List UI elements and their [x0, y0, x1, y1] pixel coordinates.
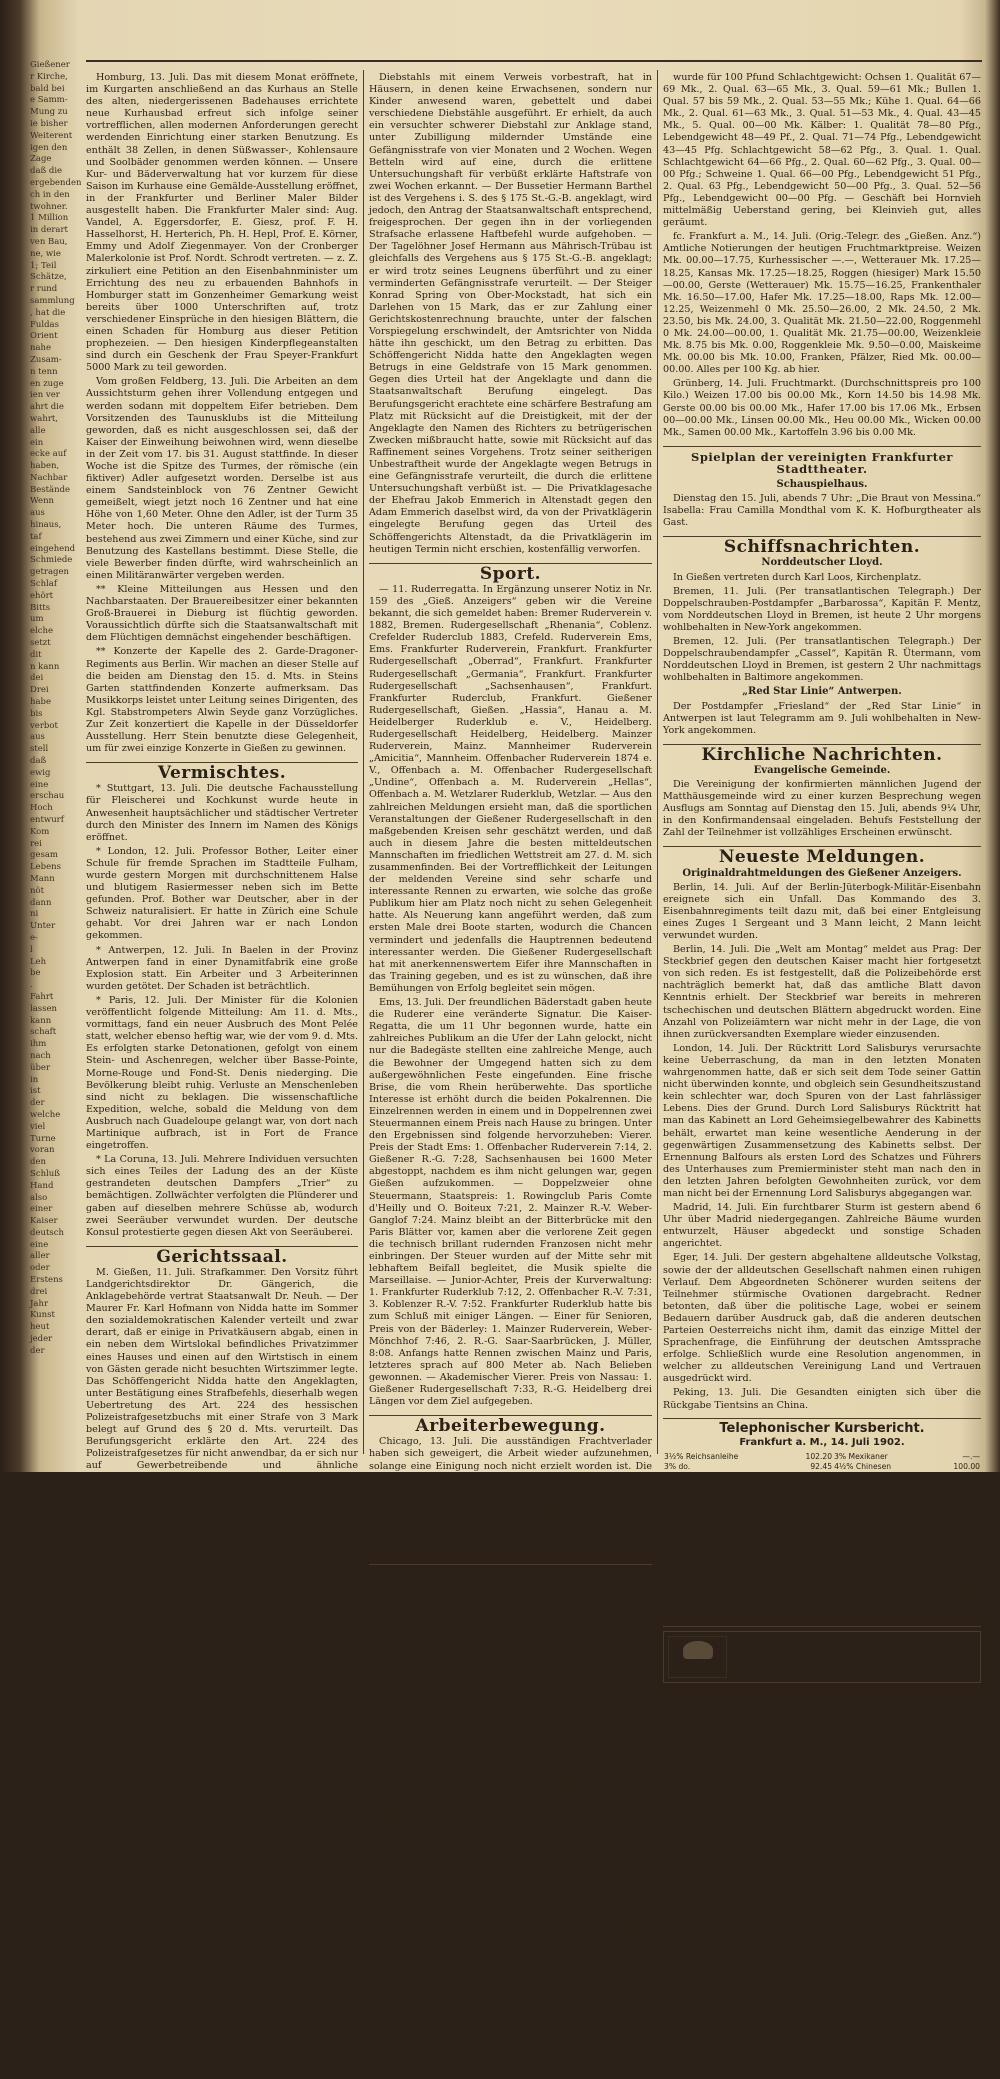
gutter-fragment: Jahr [30, 1298, 49, 1309]
kurs-security: 4% Ungar. Goldrente [664, 1531, 744, 1541]
section-heading-gerichtssaal: Gerichtssaal. [86, 1246, 358, 1263]
article-antwerpen: * Antwerpen, 12. Juli. In Baelen in der Provinz Antwerpen fand in einer Dynamitfabrik eine große Explosion statt. Ein Arbeiter und 3 Arbeiterinnen wurden getötet. Der Schaden ist beträchtlich. [86, 944, 358, 992]
article-berlin-steckbrief: Berlin, 14. Juli. Die „Welt am Montag“ meldet aus Prag: Der Steckbrief gegen den deutschen Kaiser macht hier fortgesetzt von sich reden. Es ist festgestellt, daß die Polizeibehörde erst nachträglich bemerkt hat, daß das amtliche Blatt davon Kenntnis erhielt. Der Steckbrief war bereits in mehreren tschechischen und deutschen Blättern abgedruckt worden. Eine Anzahl von Polizeiämtern war nicht mehr in der Lage, die von ihnen zurückversandten Exemplare wieder einzusenden. [663, 944, 981, 1040]
article-elektrizitaetswerk: Das Rheinisch-Westfälische Elektrizitätswerk in Essen ging durch Aktientausch auf ein Konsortium zu bauendes Bahnnetz. Das Großhandelsaktien war seither bei dem Abschluß beteiligt. Das Geschäft in den Aktien war seither bei dem Abschluß beteiligt. Die Aktiengesellschaft für elektrische Unternehmungen in Frankfurt a. M. welche durch die Realisierung einen erheblichen Gewinn erzielt hat. [369, 1597, 652, 1694]
article-fruchtmarkt: fc. Frankfurt a. M., 14. Juli. (Orig.-Telegr. des „Gießen. Anz.“) Amtliche Notierungen der heutigen Fruchtmarktpreise. Weizen Mk. 00.00—17.75, Kurhessischer —.—, Wetterauer Mk. 17.25—18.25, Kansas Mk. 17.25—18.25, Roggen (hiesiger) Mark 15.50—00.00, Gerste (Wetterauer) Mk. 15.75—16.25, Frankenthaler Mk. 16.50—17.00, Hafer Mk. 17.25—18.00, Raps Mk. 12.00—12.25, Weizenmehl 0 Mk. 25.50—26.00, 2 Mk. 24.50, 2 Mk. 23.50, bis Mk. 24.00, 3. Qualität Mk. 21.50—22.00, Roggenmehl 0 Mk. 24.00—00.00, 1. Qualität Mk. 21.75—00.00, Weizenkleie Mk. 8.75 bis Mk. 0.00, Roggenkleie Mk. 9.50—0.00, Maiskeime Mk. 00.00 bis Mk. 10.00, Franken, Pfälzer, Ried Mk. 00.00—00.00. Alles per 100 Kg. ab hier. [663, 231, 981, 376]
subheading-drahtmeldungen: Originaldrahtmeldungen des Gießener Anzeigers. [682, 867, 962, 879]
gutter-fragment: daß [30, 756, 47, 767]
gutter-fragment: Orient [30, 331, 58, 342]
gutter-fragment: r rund [30, 284, 58, 295]
article-duesseldorf: Düsseldorf, 13. Juli. Die Versammlung des Stabeisenverbandes nahm von allen Revieren Kenntnis. Es wurde konstatiert, daß die Beschäftigung in sämtlichen Werken gut sei und die Nachfrage vom Auslande zugenommen habe. Der Versammlung beschloß, den Stabeisenpreis um eine Mark, also auf 115 Mark zu erhöhen. [369, 1758, 652, 1843]
gutter-fragment: nöt [30, 885, 45, 896]
kurs-price: 159.70 [953, 1531, 980, 1541]
kurs-price: 136.50 [953, 1511, 980, 1521]
kurs-price: 210.40 [953, 1491, 980, 1501]
article-kleine-mitteilungen: ** Kleine Mitteilungen aus Hessen und den Nachbarstaaten. Der Brauereibesitzer einer bekannten Groß-Brauerei in Dieburg ist flüchtig geworden. Voraussichtlich dürfte sich die Staatsanwaltschaft mit dem Flüchtigen demnächst eingehender beschäftigen. [86, 583, 358, 644]
ad-side-title: Sammte, Velvets. [907, 1632, 952, 1653]
article-lloyd-agent: In Gießen vertreten durch Karl Loos, Kirchenplatz. [673, 571, 922, 583]
gutter-fragment: Fahrt [30, 991, 54, 1002]
kurs-price: 203.50 [953, 1571, 980, 1581]
gutter-fragment: ein [30, 437, 44, 448]
gutter-fragment: stell [30, 744, 49, 755]
gutter-fragment: nach [30, 1050, 51, 1061]
ad-side-city: Krefeld. [907, 1670, 948, 1681]
kurs-security: 3% do. [664, 1461, 691, 1471]
kurs-security: 3½% Reichsanleihe [664, 1451, 739, 1461]
article-ruderregatta: — 11. Ruderregatta. In Ergänzung unserer Notiz in Nr. 159 des „Gieß. Anzeigers“ geben wir die Vereine bekannt, die sich gemeldet haben: Bremer Ruderverein v. 1882, Bremen. Rudergesellschaft „Rhenania“, Coblenz. Crefelder Ruderclub 1883, Crefeld. Ruderverein Ems, Ems. Frankfurter Ruderverein, Frankfurt. Frankfurter Rudergesellschaft „Oberrad“, Frankfurt. Frankfurter Rudergesellschaft „Germania“, Frankfurt. Frankfurter Rudergesellschaft „Sachsenhausen“, Frankfurt. Frankfurter Ruderclub, Frankfurt. Gießener Rudergesellschaft, Gießen. „Hassia“, Hanau a. M. Heidelberger Ruderklub e. V., Heidelberg. Rudergesellschaft Heidelberg, Heidelberg. Mainzer Ruderverein, Mainz. Mannheimer Ruderverein „Amicitia“, Mannheim. Offenbacher Ruderverein 1874 e. V., Offenbach a. M. Offenbacher Rudergesellschaft „Undine“, Offenbach a. M. Ruderverein „Hellas“, Offenbach a. M. Wetzlarer Ruderklub, Wetzlar. — Aus den zahlreichen Meldungen ersieht man, daß die sportlichen Veranstaltungen der Gießener Rudergesellschaft in den maßgebenden Kreisen sehr geschätzt werden, und daß auch in diesem Jahre die besten mitteldeutschen Mannschaften im friedlichen Wettstreit am 27. d. M. sich zusammenfinden. Bei der Vortrefflichkeit der Leitungen der meldenden Vereine sind sehr scharfe und interessante Rennen zu erwarten, wie solche das große Publikum hier am Platz noch nicht zu sehen Gelegenheit hatte. Als Neuerung kann angeführt werden, daß zum ersten Male drei Boote starten, wodurch die Chancen vermindert und jedenfalls die Hauptrennen bedeutend interessanter werden. Die Gießener Rudergesellschaft hat mit anerkennenswertem Eifer ihre Mannschaften in das Training gegeben, und es ist zu wünschen, daß ihre Bemühungen von Erfolg begleitet sein mögen. [369, 583, 652, 994]
kurs-security: Nordd. Lloyd [834, 1481, 883, 1491]
gutter-fragment: erschau [30, 791, 65, 802]
gutter-fragment: ne, wie [30, 248, 61, 259]
kurs-security: Türkenlose [664, 1581, 705, 1591]
article-konzerte: ** Konzerte der Kapelle des 2. Garde-Dragoner-Regiments aus Berlin. Wir machen an dieser Stelle auf die beiden am Dienstag den 15. d. Mts. in Steins Garten stattfindenden Konzerte aufmerksam. Das Musikkorps leistet unter Leitung seines Dirigenten, des Kgl. Stabstrompeters Alwin Seyde ganz Vorzügliches. Zur Zeit konzertiert die Kapelle in der Düsseldorfer Ausstellung. Herr Stein benutzte diese Gelegenheit, um für zwei einzige Konzerte in Gießen zu gewinnen. [86, 646, 358, 755]
article-barbarossa: Bremen, 11. Juli. (Per transatlantischen Telegraph.) Der Doppelschrauben-Postdampfer „Barbarossa“, Kapitän F. Mentz, vom Norddeutschen Lloyd in Bremen, ist heute 2 Uhr morgens wohlbehalten in New-York angekommen. [663, 585, 981, 633]
gutter-fragment: ien ver [30, 390, 60, 401]
gutter-fragment: Schlaf [30, 579, 57, 590]
kurs-price: 100.70 [953, 1471, 980, 1481]
gutter-fragment: verbot [30, 720, 58, 731]
gutter-fragment: Kunst [30, 1310, 55, 1321]
kurs-row [663, 1592, 981, 1602]
subheading-maerkte: Märkte. [488, 1968, 533, 1980]
kurs-row [663, 1542, 981, 1552]
kurs-price: —.— [962, 1451, 980, 1461]
gutter-fragment: alle [30, 425, 46, 436]
kurs-price: 27.30 [810, 1551, 833, 1561]
column-rule [657, 70, 658, 1454]
firm-logo [668, 1636, 727, 1678]
ad-maker: von Elten & Keussen, [745, 1662, 889, 1677]
gutter-fragment: Hand [30, 1180, 54, 1191]
gutter-fragment: ch in den [30, 189, 70, 200]
gutter-fragment: igen den [30, 142, 68, 153]
gutter-fragment: r Kirche, [30, 71, 68, 82]
gutter-fragment: haben, [30, 461, 60, 472]
kurs-row [663, 1582, 981, 1592]
gutter-fragment: Schätze, [30, 272, 67, 283]
adjacent-page-gutter [30, 60, 82, 1440]
kurs-row [663, 1452, 981, 1462]
kurs-security: 5% Russen 1880 [664, 1571, 728, 1581]
gutter-fragment: den [30, 1157, 46, 1168]
gutter-fragment: e- [30, 932, 38, 943]
kurs-price: 43.20 [810, 1591, 833, 1601]
gutter-fragment: jeder [30, 1334, 53, 1345]
gutter-fragment: eine [30, 779, 49, 790]
gutter-fragment: Zusam- [30, 354, 62, 365]
kurs-security: 3% Mexikaner [834, 1451, 888, 1461]
gutter-fragment: Schluß [30, 1168, 60, 1179]
kurs-security: 3½% Oberhessen [664, 1501, 732, 1511]
kurs-price [943, 1602, 981, 1612]
kurs-row [663, 1572, 981, 1582]
gutter-fragment: ahrt die [30, 402, 64, 413]
gutter-fragment: aus [30, 508, 45, 519]
kurs-row [663, 1492, 981, 1502]
gutter-fragment: Lebens [30, 862, 61, 873]
kurs-price: 189.60 [953, 1581, 980, 1591]
gutter-fragment: Bitts [30, 602, 51, 613]
kurs-row [663, 1532, 981, 1542]
kurs-security: Electric. Schuckert [834, 1471, 905, 1481]
kurs-row [663, 1522, 981, 1532]
kurs-security: 4% Griech. Monopol.-Anl. [664, 1591, 760, 1601]
article-spielplan: Dienstag den 15. Juli, abends 7 Uhr: „Die Braut von Messina.“ Isabella: Frau Camilla Mondthal vom K. K. Hofburgtheater als Gast. [663, 493, 981, 529]
kurs-security: Dresdener Bank [834, 1521, 896, 1531]
gutter-fragment: getragen [30, 567, 69, 578]
kurs-price: 100.00 [953, 1461, 980, 1471]
kurs-price: 169.50 [953, 1591, 980, 1601]
gutter-fragment: setzt [30, 638, 51, 649]
subheading-evangelische: Evangelische Gemeinde. [753, 764, 891, 776]
gutter-fragment: deutsch [30, 1227, 64, 1238]
subheading-schauspielhaus: Schauspielhaus. [776, 479, 868, 490]
gutter-fragment: oder [30, 1263, 50, 1274]
gutter-fragment: Leh [30, 956, 47, 967]
article-paris: * Paris, 12. Juli. Der Minister für die Kolonien veröffentlicht folgende Mitteilung: Am 11. d. Mts., vormittags, fand ein neuer Ausbruch des Mont Pelée statt, welcher ebenso heftig war, wie der vom 9. d. Mts. Es erfolgten starke Detonationen, gefolgt von einem Stein- und Aschenregen, welcher über Basse-Pointe, Morne-Rouge und Fond-St. Denis niederging. Die Bevölkerung bleibt ruhig. Verluste an Menschenleben sind nicht zu beklagen. Die wissenschaftliche Expedition, welche, sobald die Meldung von dem Ausbruch nach Guadeloupe gelangt war, von dort nach Martinique aufbrach, ist in Fort de France eingetroffen. [86, 994, 358, 1152]
kurs-price: 102.55 [805, 1531, 833, 1541]
kurs-security: Gotthardbahn [834, 1561, 887, 1571]
article-berlin-unfall: Berlin, 14. Juli. Auf der Berlin-Jüterbogk-Militär-Eisenbahn ereignete sich ein Unfall. Das Kommando des 3. Eisenbahnregiments teilt dazu mit, daß bei einer Entgleisung eines Zuges 1 Sergeant und 3 Mann leicht, 2 Mann leicht verwundet wurden. [663, 881, 981, 941]
gutter-fragment: kann [30, 1015, 52, 1026]
gutter-fragment: twohner. [30, 201, 68, 212]
gutter-fragment: Kaiser [30, 1216, 58, 1227]
gutter-fragment: heut [30, 1322, 50, 1333]
gutter-fragment: sammlung [30, 295, 75, 306]
gutter-fragment: n kann [30, 661, 60, 672]
kurs-price: 102.20 [805, 1471, 833, 1481]
kursbericht-tendenz: Tendenz: fest. [663, 1612, 981, 1627]
kurs-price: 100.40 [805, 1491, 833, 1501]
gutter-fragment: rei [30, 838, 42, 849]
gutter-fragment: ni [30, 909, 39, 920]
section-heading-neueste: Neueste Meldungen. [663, 846, 981, 863]
gutter-fragment: n tenn [30, 366, 58, 377]
gutter-fragment: also [30, 1192, 48, 1203]
kurs-price: 92.45 [810, 1461, 833, 1471]
gutter-fragment: eine [30, 1239, 49, 1250]
gutter-fragment: Fuldas [30, 319, 59, 330]
kurs-price: 17.40 [958, 1551, 980, 1561]
gutter-fragment: 1; Teil [30, 260, 57, 271]
kurs-price: 29.00 [810, 1561, 833, 1571]
article-accumulatorenwerke: Accumulatorenwerke System Pollak Frankfurt a. M. teilen mit, daß sie an eine Einstellung des Betriebes oder an Liquidation nicht im entferntesten denken. Die Geschäfte nehmen mit vollem Erfolge ihren weiteren Fortgang. [369, 1696, 652, 1756]
ad-brand: Seidenstoffe [727, 1635, 908, 1665]
article-feldberg: Vom großen Feldberg, 13. Juli. Die Arbeiten an dem Aussichtsturm gehen ihrer Vollendung entgegen und werden sodann mit doppeltem Eifer betrieben. Dem Vorsitzenden des Taunusklubs ist die Mitteilung geworden, daß es nicht ausgeschlossen sei, daß der Kaiser der Einweihung beiwohnen wird, wenn dieselbe in der Zeit vom 17. bis 31. August stattfinde. In dieser Woche ist die Spitze des Turmes, der römische (ein fiktiver) Adler aufgesetzt worden. Derselbe ist aus einem Sandsteinblock von 76 Zentner Gewicht gemeißelt, wiegt jetzt noch 16 Zentner und hat eine Höhe von 1,60 Meter. Ohne den Adler, ist der Turm 35 Meter hoch. Die unteren Räume des Turmes, bestehend aus zwei Zimmern und einer Küche, sind zur Benutzung des Kastellans bestimmt. Diese Stelle, die viele Bewerber finden dürfte, wird wahrscheinlich an einen Militäranwärter vergeben werden. [86, 376, 358, 581]
kursbericht-title: Telephonischer Kursbericht. [663, 1418, 981, 1435]
article-la-coruna: * La Coruna, 13. Juli. Mehrere Individuen versuchten sich eines Teiles der Ladung des an der Küste gestrandeten deutschen Dampfers „Trier“ zu bemächtigen. Zollwächter verfolgten die Plünderer und gaben auf dieselben mehrere Schüsse ab, wodurch zwei Seeräuber verwundet wurden. Der deutsche Konsul protestierte gegen diesen Akt von Seeräuberei. [86, 1154, 358, 1238]
section-heading-kirchliche: Kirchliche Nachrichten. [663, 744, 981, 761]
ad-main [727, 1635, 908, 1677]
gutter-fragment: Drei [30, 685, 49, 696]
newspaper-page [86, 60, 982, 2078]
gutter-fragment: Nachbar [30, 472, 68, 483]
gutter-fragment: dit [30, 649, 42, 660]
kurs-security: 4½% Chinesen [834, 1461, 892, 1471]
ad-side-text: Man verlange Muster. [907, 1652, 976, 1671]
kurs-row [663, 1462, 981, 1472]
column-2 [369, 72, 652, 2078]
gutter-fragment: ehört [30, 590, 54, 601]
gutter-fragment: einer [30, 1204, 53, 1215]
gutter-fragment: bis [30, 708, 43, 719]
kurs-security: Lombarden [834, 1551, 878, 1561]
article-gerichtssaal-cont: Diebstahls mit einem Verweis vorbestraft, hat in Häusern, in denen keine Erwachsenen, sondern nur Kinder anwesend waren, gebettelt und dabei verschiedene Diebstähle ausgeführt. Er erhielt, da auch ein versuchter schwerer Diebstahl zur Anklage stand, unter Zubilligung mildernder Umstände eine Gefängnisstrafe von vier Monaten und 2 Wochen. Wegen Betteln wird auf eine, durch die erlittene Untersuchungshaft für verbüßt erklärte Haftstrafe von zwei Wochen erkannt. — Der Bussetier Hermann Barthel ist des Vergehens i. S. des § 175 St.-G.-B. angeklagt, wird jedoch, den Antrag der Staatsanwaltschaft entsprechend, freigesprochen. Der gegen ihn in der vorliegenden Strafsache erlassene Haftbefehl wurde aufgehoben. — Der Tagelöhner Josef Hermann aus Mährisch-Trübau ist gleichfalls des Vergehens aus § 175 St.-G.-B. angeklagt; er wird trotz seines Leugnens überführt und zu einer verminderten Gefängnisstrafe verurteilt. — Der Steiger Konrad Spring von Ober-Mockstadt, hat sich ein Darlehen von 15 Mark, das er zur Zahlung einer Gerichtskostenrechnung brauchte, unter der falschen Vorspiegelung erschwindelt, der Amtsrichter von Nidda hätte ihn geschickt, um den Betrag zu erbitten. Das Schöffengericht Nidda hatte den Angeklagten wegen Betrugs in eine Geldstrafe von 15 Mark genommen. Gegen dies Urteil hat der Angeklagte und dann die Staatsanwaltschaft Berufung eingelegt. Das Berufungsgericht erachtete eine schärfere Bestrafung am Platz mit Rücksicht auf die Dreistigkeit, mit der der Angeklagte den Namen des Richters zu betrügerischen Zwecken mißbraucht hatte, sowie mit Rücksicht auf das Raffinement seines Vorgehens. Trotz seiner seitherigen Unbestraftheit wurde der Angeklagte wegen Betrugs in eine Gefängnisstrafe verurteilt, die durch die erlittene Untersuchungshaft verbüßt ist. — Die Privatklagesache der Ehefrau Jakob Emmerich in Altenstadt gegen den Adam Emmerich daselbst wird, da von der Privatklägerin eingelegte Berufung gegen das Urteil des Schöffengerichts Altenstadt, da die Privatklägerin im heutigen Termin nicht erschien, kostenfällig verworfen. [369, 72, 652, 555]
gutter-fragment: hinaus, [30, 520, 62, 531]
gutter-fragment: Turne [30, 1133, 56, 1144]
kurs-security: 3% Portugiesen [664, 1561, 724, 1571]
kurs-price: 184.90 [953, 1501, 980, 1511]
kurs-security [833, 1602, 942, 1612]
section-heading-arbeiterbewegung: Arbeiterbewegung. [369, 1415, 652, 1432]
kurs-security: 3% do. [664, 1481, 691, 1491]
gutter-fragment: Hoch [30, 803, 53, 814]
gutter-fragment: wahrt, [30, 413, 58, 424]
gutter-fragment: Schmiede [30, 555, 73, 566]
gutter-fragment: voran [30, 1145, 55, 1156]
kurs-price: 102.20 [805, 1451, 833, 1461]
gutter-fragment: be [30, 968, 41, 979]
gutter-fragment: habe [30, 697, 52, 708]
article-strafkammer: M. Gießen, 11. Juli. Strafkammer. Den Vorsitz führt Landgerichtsdirektor Dr. Gängerich, die Anklagebehörde vertrat Staatsanwalt Dr. Neuh. — Der Maurer Fr. Karl Hofmann von Nidda hatte im Sommer den sozialdemokratischen Kalender verteilt und zwar derart, daß er einige in Privatkäusern abgab, einen in ein neben dem Wirtslokal befindliches Privatzimmer eines Hauses und einen auf den Wirtstisch in einem von Gästen gerade nicht besuchten Wirtszimmer legte. Das Schöffengericht Nidda hatte den Angeklagten, unter Bestätigung eines Strafbefehls, dieserhalb wegen Uebertretung des Art. 224 des hessischen Polizeistrafgesetzbuchs mit einer Strafe von 3 Mark belegt auf Grund des § 20 d. Mts. verurteilt. Das Berufungsgericht erklärte den Art. 224 des Polizeistrafgesetzes für nicht anwendbar, da er sich nur auf Gewerbetreibende und ähnliche Personenkategorien beziehe, nicht aber auf eine Privatperson. Der Art. 47 des Preßgesetzes sei insoweit durch § 9 des Gesetzes vom 10. Oktober 1871 aufrecht erhalten, als er sich gegen die Verbreitung von Druckschriften beziehe. Eine Verteilung an öffentlichen Orten liege jedoch hier nicht vor, die Privathäuser und das Privatzimmer neben dem Wirtslokal schieden von vornherein aus, aber auch das Wirtszimmer selbst, auf dessen Tisch der Angeklagte einen Kalender gelegt habe, sei vorliegenden Falles nicht als ein öffentlicher Ort anzusehen, da niemand sich in demselben aufgehalten habe. Der Begriff des öffentlichen Ortes sei ein relativer und nur dann auf ein Wirtslokal anwendbar, wenn Gäste sich in demselben befinden. Der Angeklagte wurde daher, unter Aufhebung des erstinstanzlichen Urteils, freigesprochen. — Der Dienstknecht Johann Karl Roth von Nieder-Ohmen hatte vom Schöffengericht Grünberg wegen Diebstahls zu einer Gefängnisstrafe von 1 Woche verurteilt worden. In der heutigen Verhandlung vor dem Berufungsgericht gestaltete sich die Beweisaufnahme derart günstig für den Angeklagten, daß sich die Staatsanwaltschaft seine Freisprechung beantragte, auf die auch der Gerichtshof erkannte. — Der jugendliche Dienstknecht Georg Köhler von Bernsburg, wegen [86, 1266, 358, 1786]
section-heading-schiffsnachrichten: Schiffsnachrichten. [663, 536, 981, 553]
kurs-row [663, 1512, 981, 1522]
kurs-price: 168.40 [953, 1561, 980, 1571]
gutter-fragment: l [30, 944, 33, 955]
gutter-fragment: Mung zu [30, 107, 68, 118]
gutter-fragment: ergebenden [30, 177, 82, 188]
kurs-row [663, 1602, 981, 1612]
kurs-security: Diskonto-Kommandit [834, 1501, 914, 1511]
advertisement-seidenstoffe [663, 1631, 981, 1683]
subheading-lloyd: Norddeutscher Lloyd. [761, 557, 883, 569]
gutter-fragment: ecke auf [30, 449, 67, 460]
kurs-price: 101.20 [805, 1521, 833, 1531]
kurs-security: Oesterr. Staatsbahn [834, 1541, 910, 1551]
gutter-fragment: der [30, 1098, 45, 1109]
kurs-row [663, 1562, 981, 1572]
gutter-fragment: um [30, 614, 44, 625]
kurs-row [663, 1482, 981, 1492]
gutter-fragment: drei [30, 1286, 48, 1297]
gutter-fragment: Wenn [30, 496, 55, 507]
article-ems-regatta: Ems, 13. Juli. Der freundlichen Bäderstadt gaben heute die Ruderer eine veränderte Signatur. Die Kaiser-Regatta, die um 11 Uhr begonnen wurde, hatte ein zahlreiches Publikum an die Ufer der Lahn gelockt, nicht nur die Badegäste stellten eine zahlreiche Menge, auch die Bewohner der Umgegend hatten sich zu dem außergewöhnlichen Feste eingefunden. Eine frische Brise, die vom Rhein herüberwehte. Das sportliche Interesse ist erhöht durch die beiden Pokalrennen. Die Einzelrennen werden in einem und in Doppelrennen zwei Steuermannen einem Preis nach Hause zu bringen. Unter den Ergebnissen sind folgende hervorzuheben: Vierer. Preis der Stadt Ems: 1. Offenbacher Ruderverein 7:14, 2. Gießener R.-G. 7:28, Sachsenhausen bei 1600 Meter abgestoppt, nachdem es ihm nicht gelungen war, gegen Gießen aufzukommen. — Doppelzweier ohne Steuermann, Staatspreis: 1. Rowingclub Paris Comte d'Heilly und O. Boiteux 7:21, 2. Mainzer R.-V. Weber-Ganglof 7:24. Mainz bleibt an der Bitterbrücke mit den Paris Blätter vor, kamen aber die verlorene Zeit gegen die technisch brillant rudernden Franzosen nicht mehr einbringen. Der Steuer wurden auf der Mitte sehr mit lebhaftem Beifall begleitet, die Musik spielte die Marseillaise. — Junior-Achter, Preis der Kurverwaltung: 1. Frankfurter Ruderklub 7:12, 2. Offenbacher R.-V. 7:31, 3. Koblenzer R.-V. 7:52. Frankfurter Ruderklub hatte bis zum Schluß mit einiger Längen. — Einer für Senioren, Preis von der Bäderley: 1. Mainzer Ruderverein, Weber-Mönchhof 7:46, 2. R.-G. Saar-Saarbrücken, J. Müller, 8:08. Anfangs hatte Rennen zwischen Mainz und Paris, letzteres sprach auf 800 Meter ab. Nach Belieben gewonnen. — Akademischer Vierer. Preis von Nassau: 1. Gießener Rudergesellschaft 7:33, R.-G. Heidelberg drei Längen vor dem Ziel aufgegeben. [369, 997, 652, 1408]
kurs-security: 4% Oesterr. Goldrente [664, 1511, 749, 1521]
article-muenchen: München, 12. Juli. In der heutigen Generalversammlung der Bayerischen Bank wurde die Herabsetzung des Aktien-Kapitals von 12 Millionen auf 9 Millionen durch Zusammenlegung von je 4 Aktien zu 3 genehmigt und demgemäß entsprechend der § 4 der Statuten abgeändert. Die Feststellung der Modalitäten der Zusammenlegung wurde dem Aufsichtsrat übertragen. Die Stimmabgabe mit der Majorität erfolgte Nutzen der Besitzer von einzelnen Aktien die Möglichkeit gegeben wird, ihren Besitz zu erhalten. [369, 1845, 652, 1966]
logo-text: V.E.& K. [685, 1662, 711, 1670]
gutter-fragment: Erstens [30, 1275, 63, 1286]
kurs-security: 4% Portugiesen [664, 1551, 724, 1561]
kurs-security: 4% Italien. Rente [664, 1541, 729, 1551]
gutter-fragment: über [30, 1062, 51, 1073]
article-stuttgart: * Stuttgart, 13. Juli. Die deutsche Fachausstellung für Fleischerei und Kochkunst wurde heute in Anwesenheit hauptsächlicher und städtischer Vertreter durch den Minister des Innern im Namen des Königs eröffnet. [86, 783, 358, 843]
kurs-security: Darmstädter Bank [834, 1511, 904, 1521]
article-jugend: Die Vereinigung der konfirmierten männlichen Jugend der Matthäusgemeinde wird zu einer kurzen Besprechung wegen Ausflugs am Sonntag auf Dienstag den 15. Juli, abends 9¼ Uhr, in den Konfirmandensaal eingeladen. Behufs Feststellung der Zahl der Teilnehmer ist vollzähliges Erscheinen erwünscht. [663, 778, 981, 839]
kurs-price: 149.20 [953, 1541, 980, 1551]
gutter-fragment: gesam [30, 850, 58, 861]
kurs-price: 97.90 [810, 1571, 833, 1581]
kurs-price: 99.35 [810, 1501, 833, 1511]
gutter-fragment: elche [30, 626, 54, 637]
gutter-fragment: ven Bau, [30, 236, 68, 247]
article-peking: Peking, 13. Juli. Die Gesandten einigten sich über die Rückgabe Tientsins an China. [663, 1387, 981, 1411]
gutter-fragment: aus [30, 732, 45, 743]
kurs-security: Berliner Handelsges. [834, 1531, 913, 1541]
logo-mark-icon [683, 1641, 713, 1659]
gutter-fragment: Unter [30, 921, 56, 932]
gutter-fragment: viel [30, 1121, 46, 1132]
gutter-fragment: lassen [30, 1003, 58, 1014]
gutter-fragment: Zage [30, 154, 52, 165]
kurs-row [663, 1472, 981, 1482]
article-london-salisbury: London, 14. Juli. Der Rücktritt Lord Salisburys verursachte keine Ueberraschung, da man in den letzten Monaten wahrgenommen hatte, daß er sich seit dem Tode seiner Gattin nicht überwinden konnte, und obgleich sein Gesundheitszustand kein schlechter war, doch Spuren von der Last fahrlässiger Lebens. Dies der Grund. Durch Lord Salisburys Rücktritt hat man das Kabinett an Lord Geheimsiegelbewahrer des Kabinetts behält, erwartet man keine wesentliche Aenderung in der gegenwärtigen Zusammensetzung des Kabinetts selbst. Der Ernennung Balfours als ersten Lord des Schatzes und Führers des Unterhauses zum Premierminister steht man nach den in den letzten Jahren befolgten Gewohnheiten zurück, vor dem man nicht bei der Ernennung Lord Salisburys abgegangen war. [663, 1042, 981, 1199]
gutter-fragment: der [30, 1345, 45, 1356]
gutter-fragment: in [30, 1074, 39, 1085]
gutter-fragment: Mann [30, 873, 55, 884]
article-cassel: Bremen, 12. Juli. (Per transatlantischen Telegraph.) Der Doppelschraubendampfer „Cassel“, Kapitän R. Ütermann, vom Norddeutschen Lloyd in Bremen, ist gestern 2 Uhr nachmittags wohlbehalten in Baltimore angekommen. [663, 636, 981, 684]
gutter-fragment: Weiterent [30, 130, 73, 141]
article-london: * London, 12. Juli. Professor Bother, Leiter einer Schule für fremde Sprachen im Stadtteile Fulham, wurde gestern Morgen mit durchschnittenem Halse und blutigem Rasiermesser neben sich im Bette gefunden. Prof. Bother war Deutscher, aber in der Schweiz naturalisiert. Er hatte in Zürich eine Schule gehabt. Vor drei Jahren war er nach London gekommen. [86, 845, 358, 942]
gutter-fragment: taf [30, 531, 42, 542]
gutter-fragment: ewig [30, 767, 51, 778]
article-homburg: Homburg, 13. Juli. Das mit diesem Monat eröffnete, im Kurgarten anschließend an das Kurhaus an Stelle des alten, niedergerissenen Badehauses errichtete neue Kurhausbad erfreut sich infolge seiner vortrefflichen, allen modernen Anforderungen gerecht werdenden Einrichtung einer starken Benutzung. Es enthält 38 Zellen, in denen Süßwasser-, Kohlensaure und Soolbäder genommen werden können. — Unsere Kur- und Bäderverwaltung hat vor kurzem für diese Saison im Kurhause eine Gemälde-Ausstellung eröffnet, in der Frankfurter und Berliner Maler Bilder ausgestellt haben. Die Frankfurter Maler sind: Aug. Vandel, A. Eggersdorfer, E. Giesz, prof. F. H. Hasselhorst, H. Herterich, Ph. H. Hepl, Prof. E. Körner, Emmy und Adolf Ziegenmayer. Von der Cronberger Malerkolonie ist Prof. Nordt. Schrodt vertreten. — z. Z. zirkuliert eine Petition an den Eisenbahnminister um Errichtung des neu zu erbauenden Bahnhofs in Homburger statt im Gonzenheimer Gemarkung weist bereits über 1000 Unterschriften auf, trotz verschiedener Einsprüche in den hiesigen Blättern, die einen Schaden für Homburg aus dieser Petition prophezeien. — Den hiesigen Kinderpflegeanstalten sind durch ein Geschenk der Frau Speyer-Frankfurt 5000 Mark zu teil geworden. [86, 72, 358, 374]
article-friesland: Der Postdampfer „Friesland“ der „Red Star Linie“ in Antwerpen ist laut Telegramm am 9. Juli wohlbehalten in New-York angekommen. [663, 700, 981, 736]
kurs-security: Harpener [834, 1591, 870, 1601]
gutter-fragment: welche [30, 1109, 61, 1120]
subheading-red-star: „Red Star Linie“ Antwerpen. [742, 686, 902, 698]
column-3 [663, 72, 981, 1681]
gutter-fragment: eingehend [30, 543, 76, 554]
kurs-security: 4⅕% Oesterr. Silberrente [664, 1521, 760, 1531]
kurs-row [663, 1502, 981, 1512]
gutter-fragment: dei [30, 673, 44, 684]
kurs-price: 113.40 [805, 1581, 833, 1591]
gutter-fragment: en zuge [30, 378, 64, 389]
gutter-fragment: Kom [30, 826, 50, 837]
gutter-fragment: Bestände [30, 484, 71, 495]
gutter-fragment: 1 Million [30, 213, 69, 224]
section-heading-sport: Sport. [369, 563, 652, 580]
kurs-security: 3½% Hessen [664, 1491, 714, 1501]
gutter-fragment: in derart [30, 225, 68, 236]
article-eger: Eger, 14. Juli. Der gestern abgehaltene alldeutsche Volkstag, sowie der der alldeutschen Gesellschaft nahmen einen ruhigen Verlauf. Dem Abgeordneten Schönerer wurden seitens der Teilnehmer stürmische Ovationen dargebracht. Redner betonten, daß über die politische Lage, wobei er seinem Bedauern darüber Ausdruck gab, daß die anderen deutschen Parteien Oesterreichs nicht ihm, damit das einzige Mittel der Sprachenfrage, die Einführung der deutschen Amtssprache erfolge. Schließlich wurde eine Resolution angenommen, in welcher zu alldeutschen Vereinigung Land und Vertrauen ausgedrückt wird. [663, 1252, 981, 1385]
gutter-fragment: ist [30, 1086, 41, 1097]
gutter-fragment: ie bisher [30, 118, 68, 129]
gutter-fragment: dann [30, 897, 52, 908]
kurs-security: Laurahütte [834, 1571, 876, 1581]
gutter-fragment: ihm [30, 1039, 47, 1050]
gutter-fragment: e Samm- [30, 95, 68, 106]
kurs-security: Kreditaktien [834, 1491, 881, 1501]
gutter-fragment: bald bei [30, 83, 65, 94]
section-heading-handel: Handel und Verkehr. Volkswirtschaft. [369, 1564, 652, 1593]
gutter-fragment: . [30, 980, 33, 991]
article-madrid: Madrid, 14. Juli. Ein furchtbarer Sturm ist gestern abend 6 Uhr über Madrid niedergegangen. Zahlreiche Bäume wurden entwurzelt, Häuser abgedeckt und sonstige Schaden angerichtet. [663, 1202, 981, 1250]
kurs-security: Bochum [834, 1581, 866, 1591]
gutter-fragment: entwurf [30, 815, 64, 825]
section-heading-vermischtes: Vermischtes. [86, 762, 358, 779]
gutter-fragment: daß die [30, 166, 63, 177]
kursbericht-table [663, 1452, 981, 1612]
article-viehmarkt-cont: wurde für 100 Pfund Schlachtgewicht: Ochsen 1. Qualität 67—69 Mk., 2. Qual. 63—65 Mk., 3. Qual. 59—61 Mk.; Bullen 1. Qual. 57 bis 59 Mk., 2. Qual. 53—55 Mk.; Kühe 1. Qual. 64—66 Mk., 2. Qual. 61—63 Mk., 3. Qual. 51—53 Mk., 4. Qual. 43—45 Mk., 5. Qual. 00—00 Mk. Kälber: 1. Qualität 78—80 Pfg., Lebendgewicht 48—49 Pf., 2. Qual. 71—74 Pfg., Lebendgewicht 43—45 Pfg. Schlachtgewicht 58—62 Pfg., 3. Qual. 1. Qual. Schlachtgewicht 64—66 Pfg., 2. Qual. 60—62 Pfg., 3. Qual. 00—00 Pfg.; Schweine 1. Qual. 66—00 Pfg., Lebendgewicht 51 Pfg., 2. Qual. 63 Pfg., Lebendgewicht 50—00 Pfg., 3. Qual. 52—56 Pfg., Lebendgewicht 00—00 Pfg. — Geschäft bei Hornvieh mittelmäßig Ueberstand gering, bei Kleinvieh gut, alles geräumt. [663, 72, 981, 229]
kurs-price: —.— [814, 1601, 833, 1611]
gutter-fragment: nahe [30, 343, 52, 354]
column-rule [363, 70, 364, 1454]
gutter-fragment: schaft [30, 1027, 57, 1038]
kurs-security: 4½% äussere Argentiner [664, 1601, 759, 1611]
kurs-security: 3½% Konsols [664, 1471, 715, 1481]
ad-side [907, 1633, 976, 1681]
kurs-price: 102.30 [805, 1541, 833, 1551]
gutter-fragment: aller [30, 1251, 50, 1262]
kurs-price: 102.30 [805, 1511, 833, 1521]
section-heading-spielplan: Spielplan der vereinigten Frankfurter Stadttheater. [663, 446, 981, 475]
article-chicago: Chicago, 13. Juli. Die ausständigen Frachtverlader haben sich geweigert, die Arbeit wieder aufzunehmen, solange eine Einigung noch nicht erzielt worden ist. Die Geschäfte verlieren sich. Es ist sicher, um die durch den Ausstand zurückgehaltenen Waren vor dem Verderben zu schützen. Der Schaden, den die Kaufleute bisher erlitten haben, wird auf 500,000 Dollars geschätzt. Es werden Verhandlungen geführt, doch wird es noch lange dauern, wenn keine Einigung nicht zu Stande kommt, wird auf 500,000 Dollars geschätzt. [369, 1436, 652, 1557]
kursbericht-date: Frankfurt a. M., 14. Juli 1902. [739, 1436, 905, 1448]
kurs-price: —.— [962, 1481, 980, 1491]
column-1 [86, 72, 358, 1786]
kurs-row [663, 1552, 981, 1562]
article-gruenberg: Grünberg, 14. Juli. Fruchtmarkt. (Durchschnittspreis pro 100 Kilo.) Weizen 17.00 bis 00.00 Mk., Korn 14.50 bis 14.98 Mk. Gerste 00.00 bis 00.00 Mk., Hafer 17.00 bis 17.06 Mk., Erbsen 00—00.00 Mk., Linsen 00.00 Mk., Heu 00.00 Mk., Wicken 00.00 Mk., Samen 00.00 Mk., Kartoffeln 3.96 bis 0.00 Mk. [663, 378, 981, 438]
kurs-price: 92.60 [810, 1481, 833, 1491]
gutter-fragment: , hat die [30, 307, 66, 318]
kurs-price: 145.60 [953, 1521, 980, 1531]
article-viehmarkt: fc. Frankfurt a. M., 14. Juli. (Telegr. Orig.-Bericht des „Gieß. Anz.“) Amtliche Notierungen der heutigen Viehmärktpreise. Zum Verkauf standen 449 Ochsen, darunter 156 aus Oesterreich, 70 Bullen, darunter 12 aus Oesterreich, 875 Kühe, Färsen, darunter 54 aus Oesterreich, 189 Kälber, 160 Schafe und Hämmel, 832 Schweine, 0 Ziegen, 0 Ziegen, 00 Schafe und Hämmer. Bezahlt [369, 1982, 652, 2078]
gutter-fragment: Gießener [30, 60, 70, 70]
